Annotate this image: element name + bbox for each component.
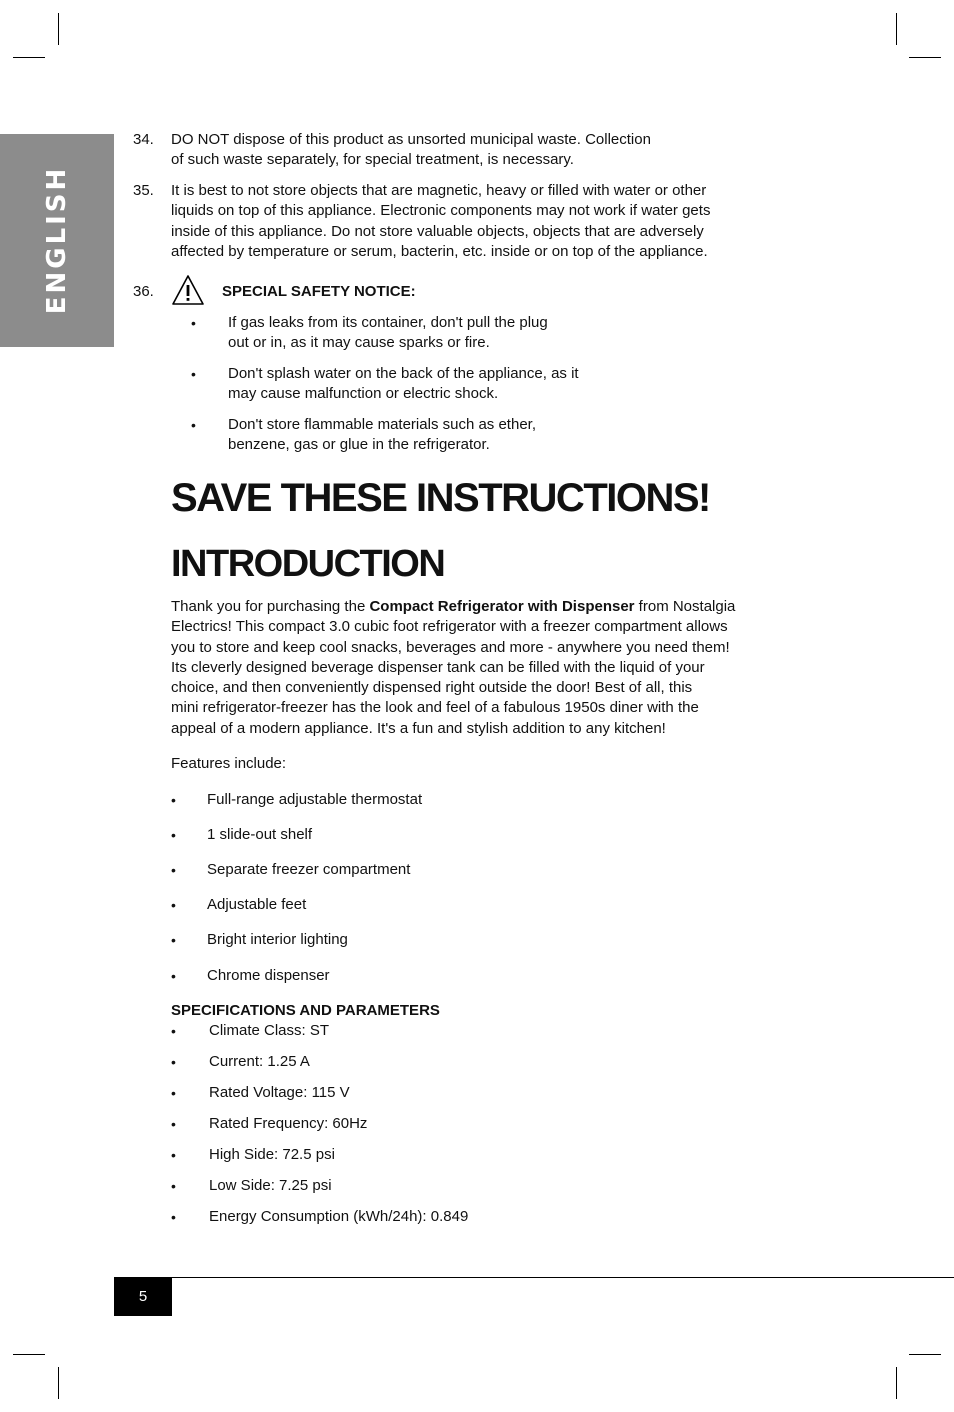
text-line: It is best to not store objects that are magnetic, heavy or filled with water or other: [171, 182, 707, 199]
warning-triangle-icon: [171, 274, 205, 306]
spec-item: Low Side: 7.25 psi: [209, 1177, 332, 1194]
bullet: •: [191, 366, 196, 382]
product-name: Compact Refrigerator with Dispenser: [369, 598, 635, 615]
item-number: 35.: [133, 182, 154, 199]
crop-mark: [13, 57, 45, 58]
text-line: liquids on top of this appliance. Electronic components may not work if water gets: [171, 202, 711, 220]
crop-mark: [896, 1367, 897, 1399]
bullet: •: [171, 1209, 176, 1225]
crop-mark: [58, 13, 59, 45]
bullet: •: [171, 792, 176, 808]
text-line: [171, 597, 735, 617]
feature-item: 1 slide-out shelf: [207, 826, 313, 843]
specs-title: SPECIFICATIONS AND PARAMETERS: [171, 1002, 440, 1019]
text-line: benzene, gas or glue in the refrigerator.: [228, 436, 490, 454]
bullet: •: [171, 968, 176, 984]
text-run: from Nostalgia: [634, 598, 736, 615]
crop-mark: [896, 13, 897, 45]
crop-mark: [909, 57, 941, 58]
text-line: Don't splash water on the back of the appliance, as it: [228, 365, 579, 382]
item-number: 36.: [133, 283, 154, 300]
bullet: •: [171, 1085, 176, 1101]
text-line: Electrics! This compact 3.0 cubic foot refrigerator with a freezer compartment allows: [171, 618, 728, 636]
text-line: appeal of a modern appliance. It's a fun and stylish addition to any kitchen!: [171, 719, 666, 737]
text-line: of such waste separately, for special treatment, is necessary.: [171, 151, 574, 169]
feature-item: Chrome dispenser: [207, 967, 330, 984]
bullet: •: [171, 932, 176, 948]
text-line: may cause malfunction or electric shock.: [228, 385, 499, 403]
text-line: DO NOT dispose of this product as unsorted municipal waste. Collection: [171, 131, 651, 148]
crop-mark: [58, 1367, 59, 1399]
introduction-heading: INTRODUCTION: [171, 543, 445, 585]
bullet: •: [171, 1023, 176, 1039]
bullet: •: [171, 1116, 176, 1132]
feature-item: Separate freezer compartment: [207, 861, 411, 878]
item-number: 34.: [133, 131, 154, 148]
spec-item: Rated Frequency: 60Hz: [209, 1115, 368, 1132]
save-instructions-heading: SAVE THESE INSTRUCTIONS!: [171, 476, 710, 520]
text-line: affected by temperature or serum, bacterin, etc. inside or on top of the appliance.: [171, 242, 708, 260]
item-text: [171, 181, 710, 262]
spec-item: Current: 1.25 A: [209, 1053, 310, 1070]
safety-bullet-text: [228, 415, 536, 456]
language-tab: [0, 134, 114, 347]
text-line: Don't store flammable materials such as ether,: [228, 416, 536, 433]
text-line: choice, and then conveniently dispensed right outside the door! Best of all, this: [171, 679, 693, 697]
safety-bullet-text: [228, 364, 579, 405]
item-text: [171, 130, 651, 171]
text-line: mini refrigerator-freezer has the look and feel of a fabulous 1950s diner with the: [171, 699, 699, 717]
text-line: If gas leaks from its container, don't pull the plug: [228, 314, 548, 331]
safety-bullet-text: [228, 313, 548, 354]
spec-item: Energy Consumption (kWh/24h): 0.849: [209, 1208, 469, 1225]
bullet: •: [171, 827, 176, 843]
spec-item: Climate Class: ST: [209, 1022, 330, 1039]
crop-mark: [909, 1354, 941, 1355]
features-label: Features include:: [171, 755, 287, 772]
bullet: •: [171, 862, 176, 878]
bullet: •: [191, 417, 196, 433]
text-line: you to store and keep cool snacks, beverages and more - anywhere you need them!: [171, 638, 730, 656]
footer-rule: [114, 1277, 954, 1278]
spec-item: Rated Voltage: 115 V: [209, 1084, 350, 1101]
page-number: 5: [114, 1278, 172, 1316]
bullet: •: [171, 1054, 176, 1070]
bullet: •: [191, 315, 196, 331]
bullet: •: [171, 897, 176, 913]
feature-item: Bright interior lighting: [207, 931, 348, 948]
feature-item: Full-range adjustable thermostat: [207, 791, 423, 808]
text-line: out or in, as it may cause sparks or fire.: [228, 334, 490, 352]
safety-notice-title: SPECIAL SAFETY NOTICE:: [222, 283, 416, 300]
crop-mark: [13, 1354, 45, 1355]
text-run: Thank you for purchasing the: [171, 598, 370, 615]
text-line: inside of this appliance. Do not store valuable objects, objects that are adversely: [171, 222, 704, 240]
language-tab-label: ENGLISH: [42, 165, 72, 315]
text-line: Its cleverly designed beverage dispenser tank can be filled with the liquid of your: [171, 658, 705, 676]
spec-item: High Side: 72.5 psi: [209, 1146, 335, 1163]
bullet: •: [171, 1147, 176, 1163]
bullet: •: [171, 1178, 176, 1194]
intro-paragraph: [171, 597, 735, 739]
feature-item: Adjustable feet: [207, 896, 307, 913]
